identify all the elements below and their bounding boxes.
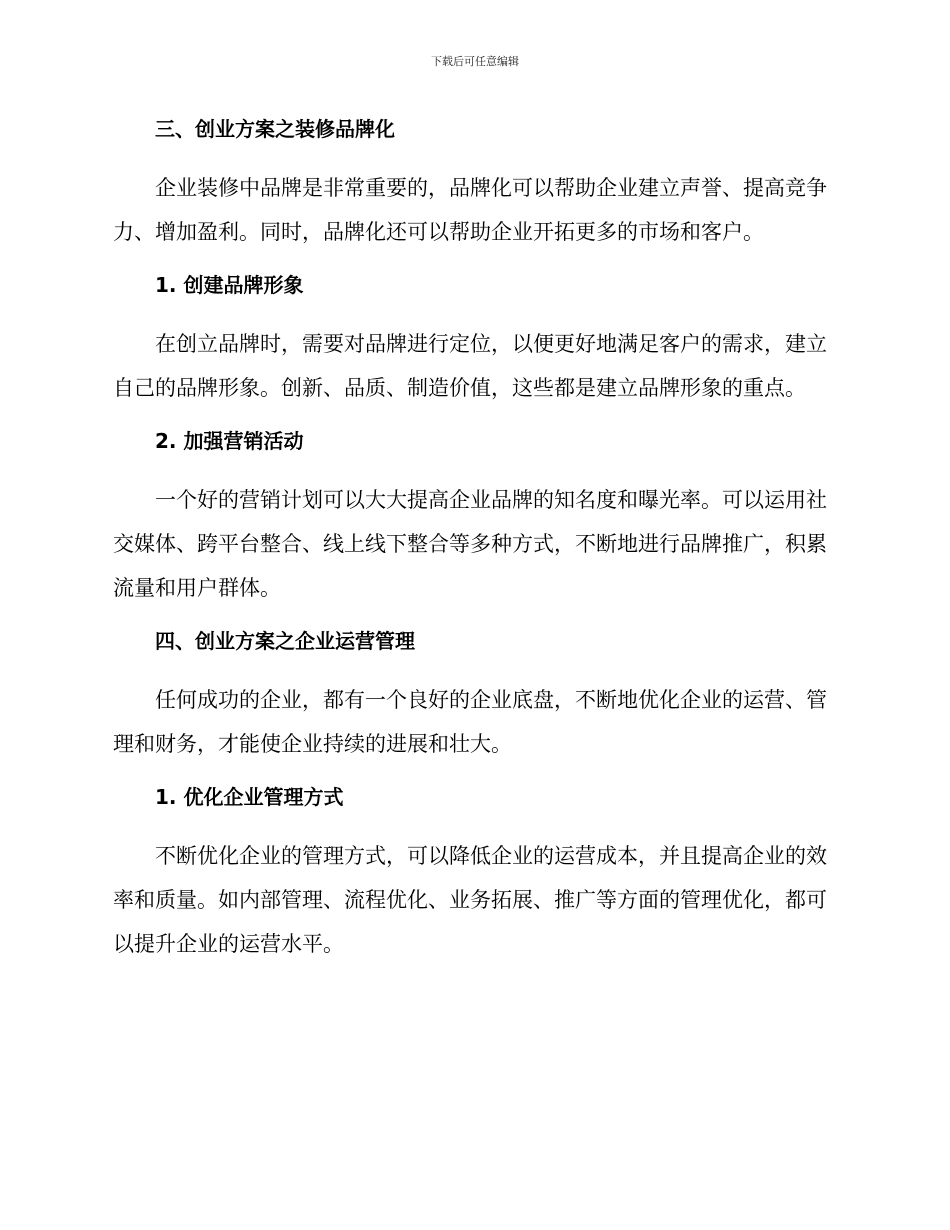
section-heading-brand: 三、创业方案之装修品牌化 [155, 117, 395, 141]
subheading-marketing: 2. 加强营销活动 [155, 429, 304, 453]
subheading-management: 1. 优化企业管理方式 [155, 785, 344, 809]
paragraph-brand-image: 在创立品牌时，需要对品牌进行定位，以便更好地满足客户的需求，建立自己的品牌形象。创新、品质、制造价值，这些都是建立品牌形象的重点。 [113, 332, 827, 400]
header-note: 下载后可任意编辑 [431, 55, 519, 68]
paragraph-management: 不断优化企业的管理方式，可以降低企业的运营成本，并且提高企业的效率和质量。如内部管理、流程优化、业务拓展、推广等方面的管理优化，都可以提升企业的运营水平。 [113, 844, 827, 956]
section-heading-operations: 四、创业方案之企业运营管理 [155, 629, 415, 653]
paragraph-brand-intro: 企业装修中品牌是非常重要的，品牌化可以帮助企业建立声誉、提高竞争力、增加盈利。同时，品牌化还可以帮助企业开拓更多的市场和客户。 [113, 176, 827, 244]
paragraph-operations-intro: 任何成功的企业，都有一个良好的企业底盘，不断地优化企业的运营、管理和财务，才能使企业持续的进展和壮大。 [113, 688, 827, 756]
paragraph-marketing: 一个好的营销计划可以大大提高企业品牌的知名度和曝光率。可以运用社交媒体、跨平台整合、线上线下整合等多种方式，不断地进行品牌推广，积累流量和用户群体。 [113, 488, 827, 600]
subheading-brand-image: 1. 创建品牌形象 [155, 273, 304, 297]
document-body [113, 112, 831, 980]
